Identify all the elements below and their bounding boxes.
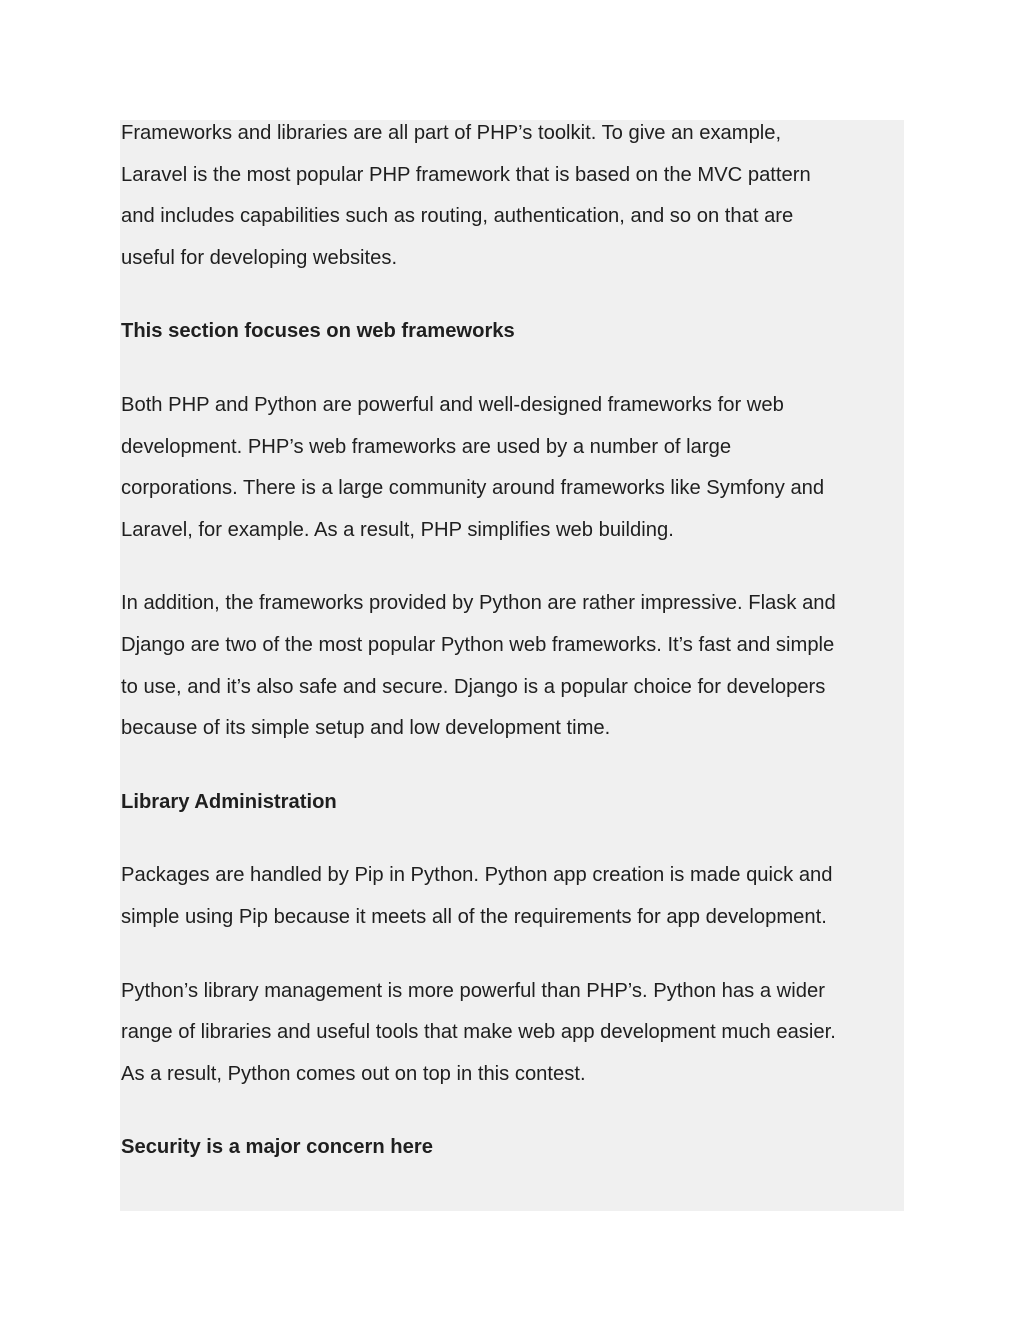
text-line: range of libraries and useful tools that make web app development much easier. — [121, 1021, 836, 1044]
text-line: As a result, Python comes out on top in this contest. — [121, 1062, 586, 1085]
text-line: useful for developing websites. — [121, 246, 398, 269]
document-body — [121, 113, 904, 1169]
text-line: because of its simple setup and low development time. — [121, 717, 611, 740]
text-line: Laravel is the most popular PHP framework that is based on the MVC pattern — [121, 163, 811, 186]
text-line: to use, and it’s also safe and secure. Django is a popular choice for developers — [121, 675, 826, 698]
text-line: Laravel, for example. As a result, PHP simplifies web building. — [121, 518, 674, 541]
text-line: Frameworks and libraries are all part of PHP’s toolkit. To give an example, — [121, 122, 782, 144]
text-line: Django are two of the most popular Python web frameworks. It’s fast and simple — [121, 633, 835, 656]
text-line: In addition, the frameworks provided by Python are rather impressive. Flask and — [121, 592, 836, 615]
paragraph-php-toolkit — [121, 113, 904, 279]
text-line: development. PHP’s web frameworks are used by a number of large — [121, 435, 732, 458]
text-line: corporations. There is a large community around frameworks like Symfony and — [121, 477, 825, 500]
text-line: Packages are handled by Pip in Python. Python app creation is made quick and — [121, 864, 833, 887]
heading-web-frameworks: This section focuses on web frameworks — [121, 320, 515, 343]
text-line: and includes capabilities such as routing, authentication, and so on that are — [121, 205, 794, 228]
text-line: simple using Pip because it meets all of the requirements for app development. — [121, 905, 827, 928]
paragraph-php-python-frameworks — [121, 385, 904, 551]
text-line: Python’s library management is more powerful than PHP’s. Python has a wider — [121, 979, 825, 1002]
heading-library-administration: Library Administration — [121, 790, 337, 813]
paragraph-pip — [121, 855, 904, 938]
text-line: Both PHP and Python are powerful and well-designed frameworks for web — [121, 393, 784, 416]
paragraph-python-frameworks — [121, 583, 904, 749]
heading-security: Security is a major concern here — [121, 1136, 433, 1159]
paragraph-library-management — [121, 971, 904, 1096]
